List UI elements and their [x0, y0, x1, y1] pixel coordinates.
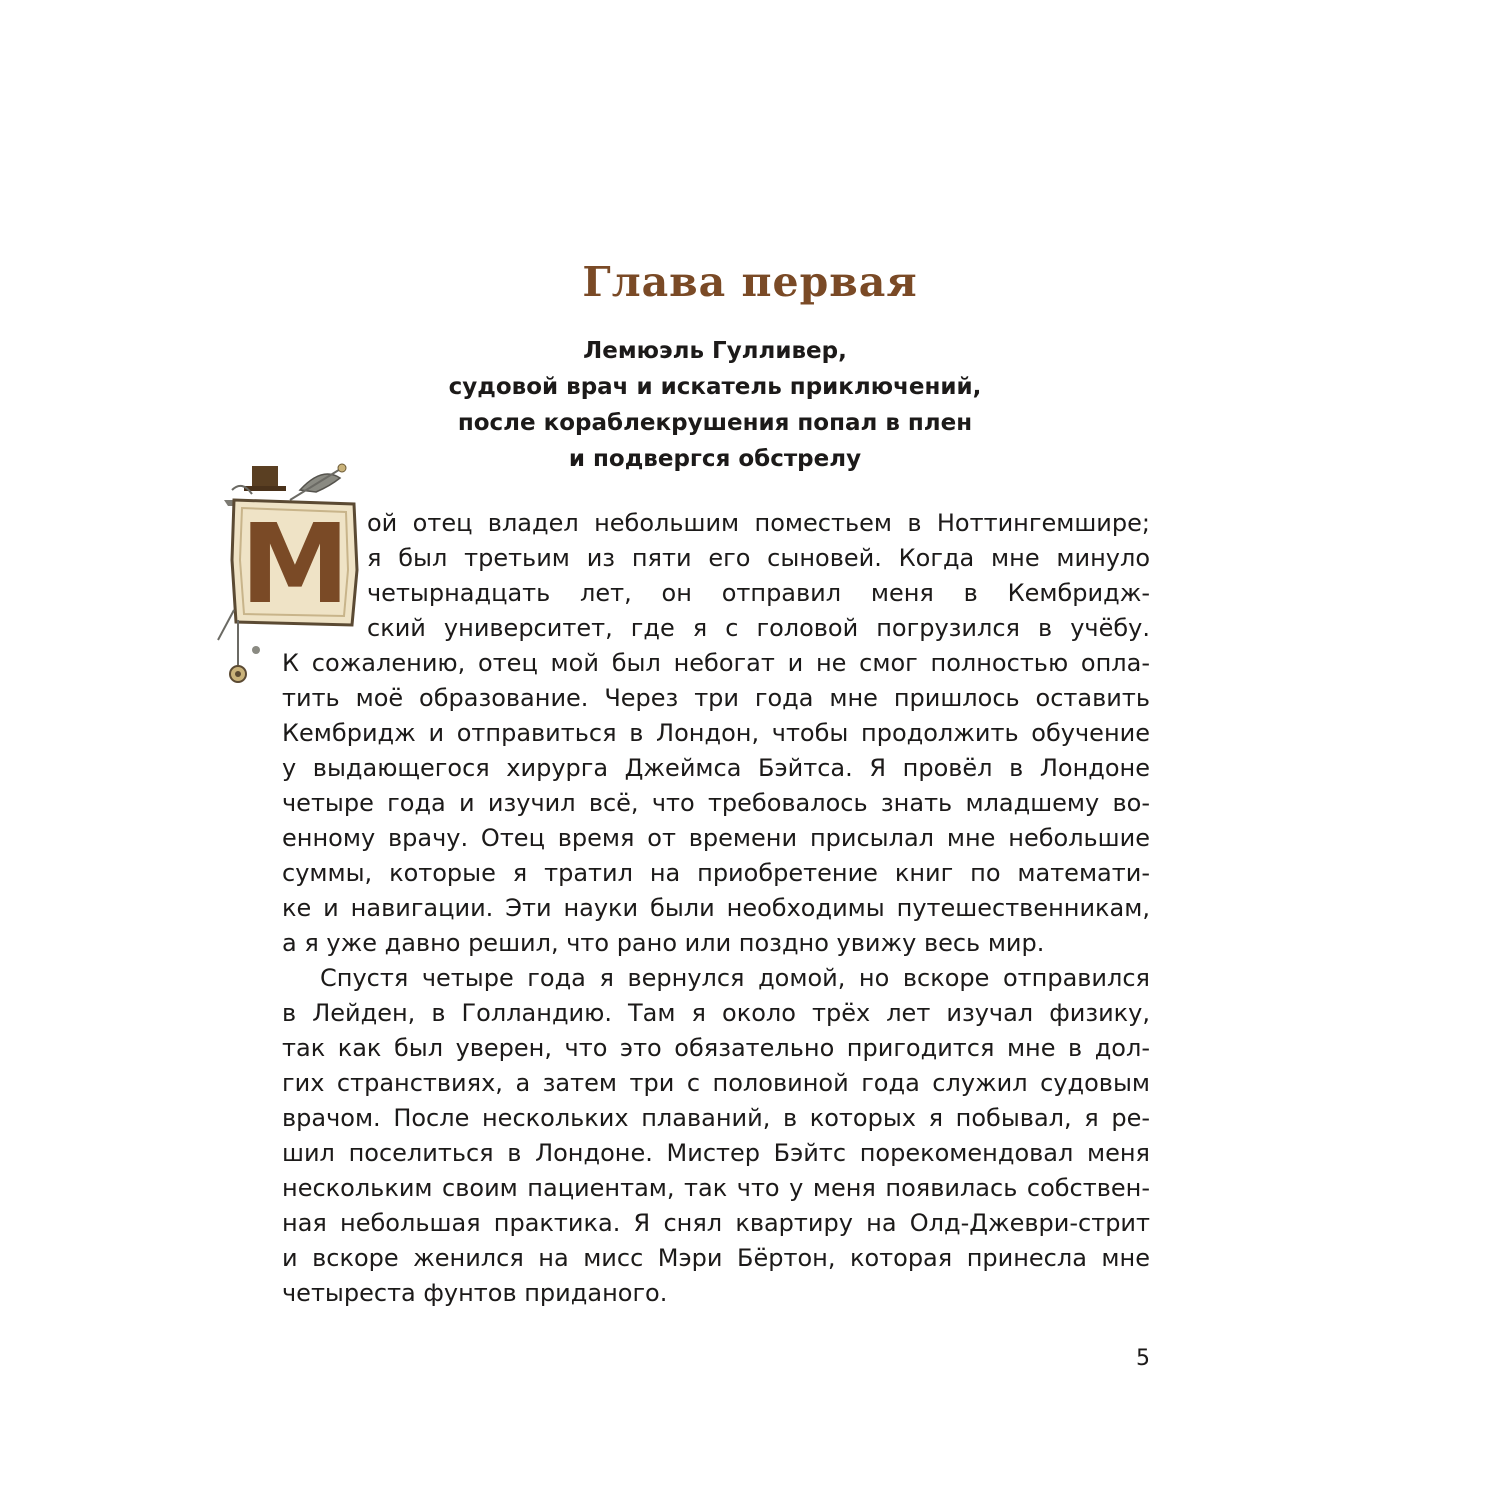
subtitle-line: и подвергся обстрелу	[568, 446, 862, 472]
text-line: нескольким своим пациентам, так что у меня появилась собствен-	[282, 1174, 1150, 1202]
dropcap-letter: М	[240, 500, 350, 628]
text-line: шил поселиться в Лондоне. Мистер Бэйтс порекомендовал меня	[282, 1139, 1150, 1167]
text-line: Спустя четыре года я вернулся домой, но вскоре отправился	[320, 964, 1150, 992]
text-line: К сожалению, отец мой был небогат и не смог полностью опла-	[282, 649, 1150, 677]
text-line: я был третьим из пяти его сыновей. Когда мне минуло	[367, 544, 1150, 572]
text-line: так как был уверен, что это обязательно пригодится мне в дол-	[282, 1034, 1150, 1062]
page-number: 5	[1136, 1346, 1150, 1371]
text-line: врачом. После нескольких плаваний, в которых я побывал, я ре-	[282, 1104, 1150, 1132]
text-line: ная небольшая практика. Я снял квартиру на Олд-Джеври-стрит	[282, 1209, 1150, 1237]
chapter-title: Глава первая	[582, 258, 918, 306]
text-line: в Лейден, в Голландию. Там я около трёх лет изучал физику,	[282, 999, 1150, 1027]
chapter-subtitle	[300, 333, 1130, 477]
text-line: гих странствиях, а затем три с половиной года служил судовым	[282, 1069, 1150, 1097]
subtitle-line: судовой врач и искатель приключений,	[448, 374, 982, 400]
text-line: суммы, которые я тратил на приобретение книг по математи-	[282, 859, 1150, 887]
text-line: четыре года и изучил всё, что требовалось знать младшему во-	[282, 789, 1150, 817]
text-line: четыреста фунтов приданого.	[282, 1279, 668, 1307]
text-line: ой отец владел небольшим поместьем в Ноттингемшире;	[367, 509, 1150, 537]
subtitle-line: после кораблекрушения попал в плен	[457, 410, 973, 436]
text-line: у выдающегося хирурга Джеймса Бэйтса. Я провёл в Лондоне	[282, 754, 1150, 782]
text-line: четырнадцать лет, он отправил меня в Кембридж-	[367, 579, 1150, 607]
body-text	[282, 506, 1150, 1311]
text-line: Кембридж и отправиться в Лондон, чтобы продолжить обучение	[282, 719, 1150, 747]
text-line: ский университет, где я с головой погрузился в учёбу.	[367, 614, 1150, 642]
text-line: и вскоре женился на мисс Мэри Бёртон, которая принесла мне	[282, 1244, 1150, 1272]
text-line: а я уже давно решил, что рано или поздно увижу весь мир.	[282, 929, 1045, 957]
text-line: енному врачу. Отец время от времени присылал мне небольшие	[282, 824, 1150, 852]
text-line: ке и навигации. Эти науки были необходимы путешественникам,	[282, 894, 1150, 922]
text-line: тить моё образование. Через три года мне пришлось оставить	[282, 684, 1150, 712]
subtitle-line: Лемюэль Гулливер,	[583, 338, 847, 364]
